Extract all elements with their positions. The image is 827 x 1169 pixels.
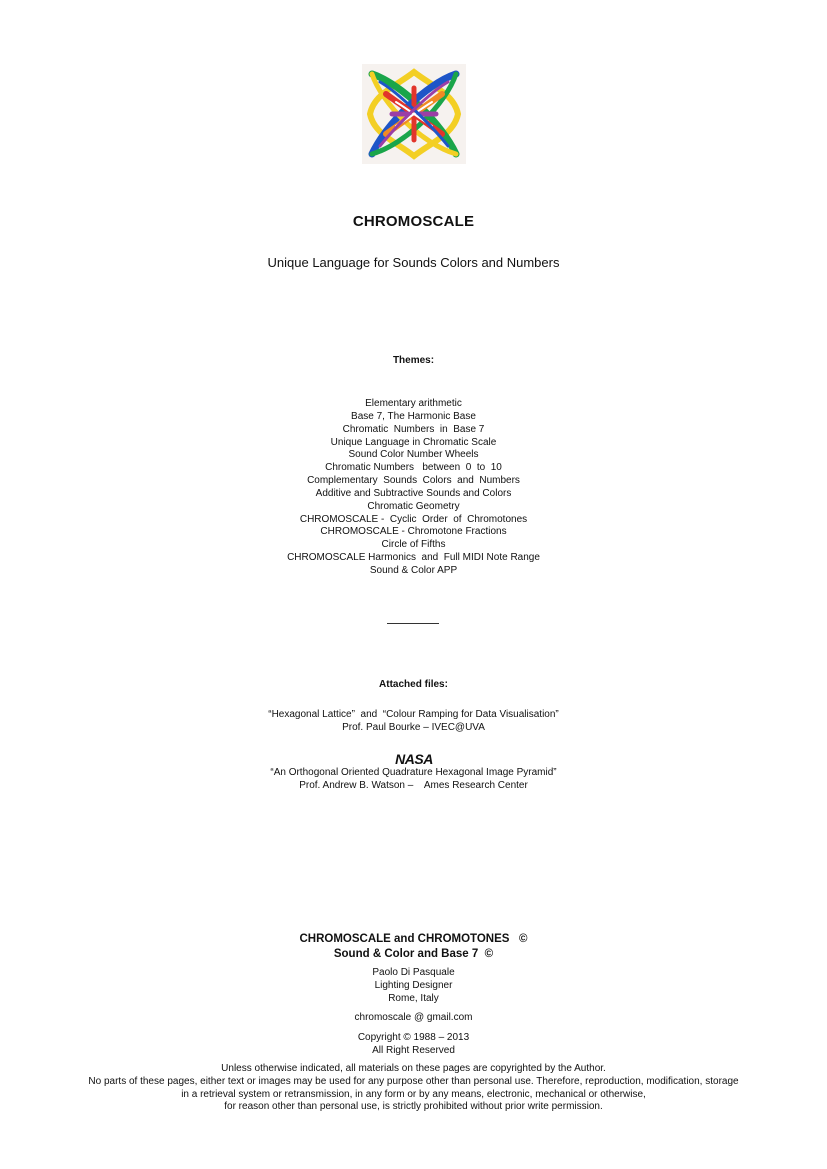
legal-notice xyxy=(0,1063,827,1114)
copyright-block xyxy=(0,1031,827,1057)
credits-line: CHROMOSCALE and CHROMOTONES © xyxy=(299,933,528,945)
chromoscale-logo xyxy=(362,64,466,164)
section-divider xyxy=(387,623,439,624)
themes-heading: Themes: xyxy=(392,355,435,366)
nasa-worm-icon xyxy=(390,752,438,766)
theme-item: CHROMOSCALE - Chromotone Fractions xyxy=(320,526,507,538)
page-title: CHROMOSCALE xyxy=(352,213,475,230)
legal-line: Unless otherwise indicated, all materials on these pages are copyrighted by the Author. xyxy=(221,1063,606,1074)
themes-list xyxy=(0,398,827,578)
theme-item: Chromatic Numbers between 0 to 10 xyxy=(325,462,502,474)
theme-item: Base 7, The Harmonic Base xyxy=(351,410,476,422)
attached-file-title: “An Orthogonal Oriented Quadrature Hexagonal Image Pyramid” xyxy=(270,767,557,778)
attached-files-heading: Attached files: xyxy=(379,679,448,690)
credits-line: Sound & Color and Base 7 © xyxy=(333,948,494,960)
theme-item: Complementary Sounds Colors and Numbers xyxy=(307,475,520,487)
attached-file-bourke xyxy=(0,708,827,734)
rights-line: All Right Reserved xyxy=(372,1045,455,1056)
copyright-line: Copyright © 1988 – 2013 xyxy=(357,1032,470,1043)
contact-email: chromoscale @ gmail.com xyxy=(354,1012,473,1023)
theme-item: CHROMOSCALE Harmonics and Full MIDI Note Range xyxy=(287,552,540,564)
celtic-knot-icon xyxy=(362,64,466,164)
nasa-logo xyxy=(0,752,827,767)
theme-item: Sound Color Number Wheels xyxy=(348,449,479,461)
author-block xyxy=(0,966,827,1006)
svg-text:NASA: NASA xyxy=(394,752,433,766)
attached-file-author: Prof. Paul Bourke – IVEC@UVA xyxy=(342,722,485,733)
attached-file-author: Prof. Andrew B. Watson – Ames Research Center xyxy=(299,780,528,791)
theme-item: Additive and Subtractive Sounds and Colors xyxy=(315,487,512,499)
legal-line: in a retrieval system or retransmission, in any form or by any means, electronic, mechanical or otherwise, xyxy=(181,1088,646,1100)
theme-item: Circle of Fifths xyxy=(381,539,446,551)
author-name: Paolo Di Pasquale xyxy=(372,967,455,978)
theme-item: Sound & Color APP xyxy=(369,564,458,576)
theme-item: Unique Language in Chromatic Scale xyxy=(330,436,497,448)
theme-item: Elementary arithmetic xyxy=(365,398,462,409)
author-role: Lighting Designer xyxy=(374,980,453,992)
theme-item: Chromatic Numbers in Base 7 xyxy=(342,423,485,435)
attached-file-title: “Hexagonal Lattice” and “Colour Ramping for Data Visualisation” xyxy=(268,709,559,720)
credits-heading xyxy=(0,932,827,962)
theme-item: CHROMOSCALE - Cyclic Order of Chromotones xyxy=(299,513,528,525)
legal-line: No parts of these pages, either text or images may be used for any purpose other than personal use. Therefore, reproduction, modification, storage xyxy=(88,1075,739,1087)
attached-file-watson xyxy=(0,766,827,792)
author-location: Rome, Italy xyxy=(388,993,439,1005)
page-subtitle: Unique Language for Sounds Colors and Numbers xyxy=(267,255,560,270)
theme-item: Chromatic Geometry xyxy=(367,500,460,512)
legal-line: for reason other than personal use, is strictly prohibited without prior write permission. xyxy=(224,1101,603,1113)
